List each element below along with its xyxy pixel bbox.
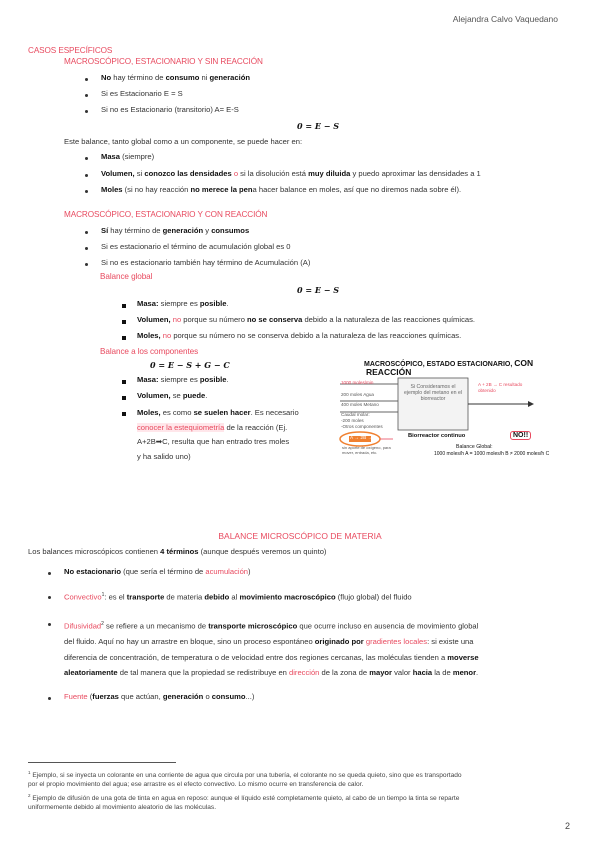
footnote-divider <box>28 762 176 763</box>
item-moles: Moles (si no hay reacción no merece la pena hacer balance en moles, así que no diremos nada sobre él). <box>101 185 462 194</box>
global-masa: Masa: siempre es posible. <box>137 299 229 308</box>
bullet-no-consumo: No hay término de consumo ni generación <box>101 73 250 82</box>
section-title-casos: CASOS ESPECÍFICOS <box>28 46 113 55</box>
diagram-bottom-small: sin aporte de oxígeno, para mover, entrada, etc. <box>342 445 391 455</box>
diagram-no-label: NO!! <box>510 431 531 440</box>
diagram-balance-title: Balance Global: <box>456 444 493 450</box>
bullet-si-generacion: Sí hay término de generación y consumos <box>101 226 250 235</box>
balance-global-title: Balance global <box>100 272 153 281</box>
comp-masa: Masa: siempre es posible. <box>137 375 229 384</box>
comp-volumen: Volumen, se puede. <box>137 391 208 400</box>
diagram-formula: A → 2B → C <box>350 436 378 441</box>
micro-difusividad: Difusividad$^2$ se refiere a un mecanismo de transporte microscópico que ocurre incluso en ausencia de movimiento global del fluido. Aquí no hay un arrastre en bloque, sino un proceso espontáneo originado por gradientes locales: si existe una diferencia de concentración, de temperatura o de velocidad entre dos regiones cercanas, las moléculas tienden a moverse aleatoriamente de tal manera que la propiedad se redistribuye en dirección de la zona de mayor valor hacia la de menor. <box>64 621 479 678</box>
equation-componentes: 0 = E − S + G − C <box>150 360 230 370</box>
balance-intro: Este balance, tanto global como a un componente, se puede hacer en: <box>64 137 303 146</box>
reactor-diagram <box>338 354 578 458</box>
comp-moles: Moles, es como se suelen hacer. Es necesario conocer la estequiometría de la reacción (Ej. A+2B➡C, resulta que han entrado tres moles y ha salido uno) <box>137 408 299 461</box>
subsection-title-sin-reaccion: MACROSCÓPICO, ESTACIONARIO Y SIN REACCIÓN <box>64 57 263 66</box>
bullet-estacionario: Si es Estacionario E = S <box>101 89 183 98</box>
item-masa: Masa (siempre) <box>101 152 155 161</box>
bullet-estacionario-0: Si es estacionario el término de acumulación global es 0 <box>101 242 291 251</box>
balance-componentes-title: Balance a los componentes <box>100 347 199 356</box>
diagram-reactor-label: Biorreactor continuo <box>408 433 466 439</box>
micro-title: BALANCE MICROSCÓPICO DE MATERIA <box>218 531 382 541</box>
global-volumen: Volumen, no porque su número no se conserva debido a la naturaleza de las reacciones químicas. <box>137 315 475 324</box>
page-number: 2 <box>564 821 570 831</box>
footnote-1: $^1$ Ejemplo, si se inyecta un colorante en una corriente de agua que circula por una tubería, el colorante no se queda quieto, sino que es transportado por el propio movimiento del agua; ese arrastre es el efecto convectivo. Lo mismo ocurre en transferencia de calor. <box>28 770 462 789</box>
diagram-title: MACROSCÓPICO, ESTADO ESTACIONARIO, CON <box>364 358 534 368</box>
diagram-right-text: A + 2B → C resultado obtenido <box>478 382 523 393</box>
item-volumen: Volumen, si conozco las densidades o si la disolución está muy diluida y puedo aproximar las densidades a 1 <box>101 169 481 178</box>
author-name: Alejandra Calvo Vaquedano <box>452 14 558 24</box>
subsection-title-con-reaccion: MACROSCÓPICO, ESTACIONARIO Y CON REACCIÓN <box>64 210 268 219</box>
diagram-title-reaccion: REACCIÓN <box>366 367 412 377</box>
micro-intro: Los balances microscópicos contienen 4 términos (aunque después veremos un quinto) <box>28 547 327 556</box>
bullet-transitorio: Si no es Estacionario (transitorio) A= E-S <box>101 105 239 114</box>
global-moles: Moles, no porque su número no se conserva debido a la naturaleza de las reacciones químicas. <box>137 331 462 340</box>
equation-e-s: 0 = E − S <box>297 121 339 131</box>
diagram-balance-line: 1000 moles/h A = 1000 moles/h B ≠ 2000 moles/h C <box>434 451 550 457</box>
micro-no-estacionario: No estacionario (que sería el término de acumulación) <box>64 567 251 576</box>
equation-global: 0 = E − S <box>297 285 339 295</box>
diagram-left-labels: 1000 moles/min 200 moles Agua 400 moles Metano Caudal molar: -200 moles -Otros componentes <box>341 380 383 429</box>
bullet-acumulacion: Si no es estacionario también hay término de Acumulación (A) <box>101 258 311 267</box>
micro-convectivo: Convectivo$^1$: es el transporte de materia debido al movimiento macroscópico (flujo global) del fluido <box>64 592 412 602</box>
micro-fuente: Fuente (fuerzas que actúan, generación o consumo...) <box>64 692 255 701</box>
footnote-2: $^2$ Ejemplo de difusión de una gota de tinta en agua en reposo: aunque el líquido esté completamente quieto, al cabo de un tiempo la tinta se reparte uniformemente debido al movimiento aleatorio de las moléculas. <box>28 793 460 812</box>
diagram-box-text: Si Consideramos el ejemplo del metano en el biorreactor <box>404 384 462 402</box>
